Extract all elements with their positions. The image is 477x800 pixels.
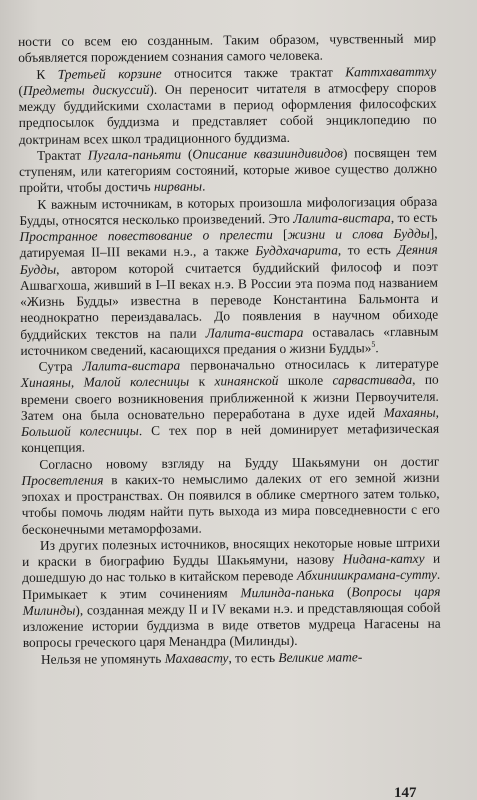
italic-term: сарвастивада: [332, 372, 413, 388]
paragraph: [22, 534, 441, 651]
paragraph: [18, 31, 436, 67]
text-run: , то есть: [337, 242, 398, 258]
italic-term: Третьей корзине: [57, 65, 162, 82]
text-run: школе: [278, 372, 333, 389]
text-run: Сутра: [38, 358, 83, 374]
text-run: Нельзя не упомянуть: [40, 650, 165, 667]
text-run: (: [181, 146, 193, 162]
italic-term: Великие мате-: [278, 648, 363, 665]
text-run: в каких-то немыслимо далеких от его земной жизни эпохах и пространствах. Он появился в облике смертного затем только, чтобы помочь людям найти путь выхода из мира повседневности с его бесконечными метаморфозами.: [21, 469, 440, 537]
italic-term: Буддхачарита: [255, 242, 338, 259]
text-run: . Примыкает к этим сочинениям: [22, 566, 441, 602]
italic-term: Просветления: [21, 472, 104, 488]
italic-term: Каттхаваттху: [345, 63, 437, 79]
text-run: к: [189, 373, 215, 389]
italic-term: Абхинишкрамана-сутту: [296, 566, 437, 584]
text-run: [: [272, 226, 288, 243]
text-run: ности со всем ею созданным. Таким образом, чувственный мир объявляется порождением сознания самого человека.: [18, 30, 437, 66]
text-run: . С тех пор в ней доминирует метафизическая концепция.: [21, 420, 440, 456]
paragraph: [23, 648, 441, 668]
italic-term: Лалита-вистара: [293, 209, 391, 226]
footnote-ref: 5: [371, 339, 376, 349]
italic-term: Описание квазииндивидов: [192, 145, 343, 162]
text-run: , автором которой считается буддийский философ и поэт Ашвагхоша, живший в I–II веках н.э. В России эта поэма под названием «Жизнь Будды» известна в переводе Константина Бальмонта и неоднократно переиздавалась. До появления в научном обиходе буддийских текстов на пали: [19, 258, 439, 342]
text-run: (: [334, 583, 352, 600]
italic-term: Вопросы царя Милинды: [22, 583, 441, 618]
text-run: , то есть: [228, 649, 279, 665]
text-run: Из других полезных источников, вносящих некоторые новые штрихи и краски в биографию Будды Шакьямуни, назову: [22, 534, 441, 569]
italic-term: Лалита-вистара: [82, 357, 181, 374]
text-run: Согласно новому взгляду на Будду Шакьямуни он достиг: [39, 453, 440, 472]
italic-term: Пространное повествование о прелести: [19, 227, 273, 244]
text-run: первоначально относилась к литературе: [180, 355, 439, 373]
italic-term: Предметы дискуссий: [22, 81, 150, 98]
italic-term: Лалита-вистара: [205, 324, 304, 341]
text-run: и дошедшую до нас только в китайском переводе: [22, 550, 441, 586]
text-run: .: [202, 178, 206, 194]
text-run: ), созданная между II и IV веками н.э. и представляющая собой изложение истории буддизма в виде ответов мудреца Нагасены на вопросы греческого царя Менандра (Милинды).: [22, 599, 441, 651]
text-run: Трактат: [36, 147, 88, 163]
text-run: (: [18, 82, 23, 98]
text-run: К: [36, 66, 58, 82]
italic-term: Махаяны, Большой колесницы: [21, 404, 440, 439]
paragraph: [21, 356, 440, 457]
paragraph: [19, 193, 438, 359]
italic-term: Хинаяны, Малой колесницы: [20, 373, 190, 391]
paragraph: [18, 63, 437, 148]
text-run: оставалась «главным источником сведений, касающихся предания о жизни Будды»: [20, 323, 439, 358]
text-run: .: [375, 339, 379, 355]
page-number: 147: [394, 785, 417, 800]
paragraph: [21, 453, 440, 538]
italic-term: Пугала-паньяти: [87, 146, 182, 163]
italic-term: нирваны: [153, 178, 203, 195]
italic-term: Милинда-панька: [240, 584, 335, 600]
text-run: ) посвящен тем ступеням, или категориям состояний, которые живое существо должно пройти, чтобы достичь: [19, 144, 438, 196]
text-run: К важным источникам, в которых произошла мифологизация образа Будды, относятся несколько произведений. Это: [19, 193, 438, 228]
text-run: , по времени своего возникновения приближенной к жизни Первоучителя. Затем она была основательно переработана в духе идей: [20, 371, 439, 423]
text-run: , то есть: [390, 209, 438, 225]
italic-term: Деяния Будды: [19, 241, 438, 277]
italic-term: хинаянской: [214, 373, 279, 389]
italic-term: жизни и слова Будды: [287, 225, 430, 242]
text-run: относится также трактат: [161, 63, 346, 81]
paragraph: [19, 144, 437, 196]
italic-term: Махавасту: [164, 649, 229, 666]
body-text: [18, 31, 441, 668]
text-run: ], датируемая II–III веками н.э., а также: [19, 225, 438, 261]
italic-term: Нидана-катху: [342, 550, 425, 567]
text-run: ). Он переносит читателя в атмосферу споров между буддийскими схоластами в период оформления философских предпосылок буддизма и представляет собой энциклопедию по доктринам всех школ традиционного буддизма.: [18, 79, 437, 147]
